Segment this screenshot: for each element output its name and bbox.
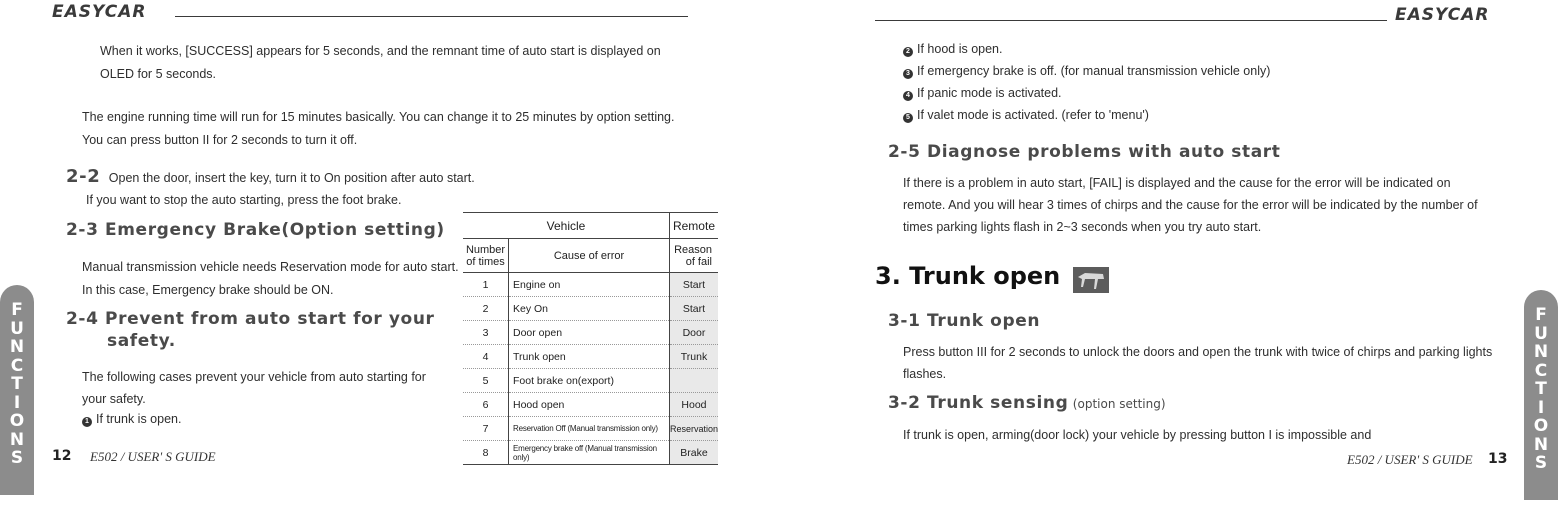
brand-logo-right: EASYCAR xyxy=(1395,5,1490,25)
side-tab-letter: I xyxy=(1537,397,1545,418)
side-tab-letter: U xyxy=(1534,323,1548,344)
section-3-2-heading xyxy=(888,393,1166,413)
side-tab-letter: O xyxy=(9,411,25,431)
section-2-5-line-2: remote. And you will hear 3 times of chirps and the cause for the error will be indicated by the number of xyxy=(903,198,1478,212)
section-2-2-line-2: If you want to stop the auto starting, press the foot brake. xyxy=(86,193,402,207)
bullet-emergency-brake: 3 If emergency brake is off. (for manual transmission vehicle only) xyxy=(903,60,1270,83)
side-tab-functions-right xyxy=(1524,290,1558,500)
table-header-remote: Remote xyxy=(669,213,718,239)
intro-line-1: When it works, [SUCCESS] appears for 5 seconds, and the remnant time of auto start is displayed on xyxy=(100,44,661,58)
table-row: 7 Reservation Off (Manual transmission only) Reservation xyxy=(463,417,718,441)
section-3-1-line-1: Press button III for 2 seconds to unlock the doors and open the trunk with twice of chirps and parking lights xyxy=(903,345,1493,359)
brand-logo-left: EASYCAR xyxy=(52,2,147,22)
header-rule-left xyxy=(175,16,688,17)
table-row: 2 Key On Start xyxy=(463,297,718,321)
section-2-3-title: 2-3 Emergency Brake(Option setting) xyxy=(66,220,445,240)
table-row: 6 Hood open Hood xyxy=(463,393,718,417)
bullet-number-icon: 2 xyxy=(903,47,913,57)
table-row: 8 Emergency brake off (Manual transmission only) Brake xyxy=(463,441,718,465)
side-tab-letter: S xyxy=(10,448,24,468)
section-3-2-title: 3-2 Trunk sensing xyxy=(888,393,1069,413)
column-cause-of-error: Cause of error xyxy=(509,239,670,273)
column-reason-of-fail: Reason of fail xyxy=(669,239,718,273)
table-row: 5 Foot brake on(export) xyxy=(463,369,718,393)
section-3-title: 3. Trunk open xyxy=(875,262,1061,290)
side-tab-letter: N xyxy=(9,429,25,450)
engine-line-1: The engine running time will run for 15 minutes basically. You can change it to 25 minutes by option setting. xyxy=(82,110,675,124)
section-2-4-title-2: safety. xyxy=(107,331,176,351)
bullet-number-icon: 4 xyxy=(903,91,913,101)
section-2-4-line-2: your safety. xyxy=(82,392,146,406)
section-2-5-title: 2-5 Diagnose problems with auto start xyxy=(888,142,1281,162)
section-2-2-line-1: Open the door, insert the key, turn it to On position after auto start. xyxy=(108,171,475,185)
table-row: 3 Door open Door xyxy=(463,321,718,345)
side-tab-letter: S xyxy=(1534,453,1548,473)
section-3-heading xyxy=(875,262,1109,293)
side-tab-letter: F xyxy=(1535,305,1547,325)
section-2-5-line-1: If there is a problem in auto start, [FAIL] is displayed and the cause for the error will be indicated on xyxy=(903,176,1451,190)
section-2-2 xyxy=(66,166,475,190)
section-2-4-line-1: The following cases prevent your vehicle from auto starting for xyxy=(82,370,426,384)
column-number-of-times: Number of times xyxy=(463,239,509,273)
table-row: 1 Engine on Start xyxy=(463,273,718,297)
side-tab-letter: T xyxy=(1535,379,1547,399)
section-3-2-line: If trunk is open, arming(door lock) your vehicle by pressing button I is impossible and xyxy=(903,428,1372,442)
bullet-number-icon: 1 xyxy=(82,417,92,427)
section-3-1-line-2: flashes. xyxy=(903,367,947,381)
footer-right: E502 / USER' S GUIDE xyxy=(1347,452,1473,467)
page-number-left: 12 xyxy=(52,448,72,464)
section-3-2-note: (option setting) xyxy=(1072,397,1166,411)
side-tab-letter: N xyxy=(1533,342,1549,362)
intro-line-2: OLED for 5 seconds. xyxy=(100,67,217,81)
bullet-number-icon: 3 xyxy=(903,69,913,79)
side-tab-letter: C xyxy=(1534,360,1548,381)
side-tab-letter: C xyxy=(10,355,24,376)
table-row: 4 Trunk open Trunk xyxy=(463,345,718,369)
table-header-vehicle: Vehicle xyxy=(463,213,669,239)
section-2-4-title-1: 2-4 Prevent from auto start for your xyxy=(66,309,435,329)
bullet-panic-mode: 4 If panic mode is activated. xyxy=(903,82,1062,105)
side-tab-letter: O xyxy=(1533,416,1549,436)
error-code-table xyxy=(463,212,718,465)
side-tab-letter: U xyxy=(10,318,24,339)
footer-left: E502 / USER' S GUIDE xyxy=(90,449,216,464)
section-2-2-number: 2-2 xyxy=(66,166,101,187)
section-3-1-title: 3-1 Trunk open xyxy=(888,311,1041,331)
engine-line-2: You can press button II for 2 seconds to turn it off. xyxy=(82,133,358,147)
side-tab-letter: F xyxy=(11,300,23,320)
section-2-3-line-2: In this case, Emergency brake should be ON. xyxy=(82,283,334,297)
side-tab-letter: T xyxy=(11,374,23,394)
side-tab-letter: N xyxy=(1533,434,1549,455)
bullet-number-icon: 5 xyxy=(903,113,913,123)
section-2-5-line-3: times parking lights flash in 2~3 seconds when you try auto start. xyxy=(903,220,1262,234)
bullet-hood-open: 2 If hood is open. xyxy=(903,38,1002,61)
section-2-3-line-1: Manual transmission vehicle needs Reservation mode for auto start. xyxy=(82,260,459,274)
bullet-valet-mode: 5 If valet mode is activated. (refer to 'menu') xyxy=(903,104,1149,127)
bullet-trunk-open: 1 If trunk is open. xyxy=(82,408,181,431)
trunk-open-icon xyxy=(1073,267,1109,293)
page-number-right: 13 xyxy=(1488,451,1508,467)
header-rule-right xyxy=(875,20,1387,21)
side-tab-letter: I xyxy=(13,392,21,413)
side-tab-letter: N xyxy=(9,337,25,357)
side-tab-functions-left xyxy=(0,285,34,495)
